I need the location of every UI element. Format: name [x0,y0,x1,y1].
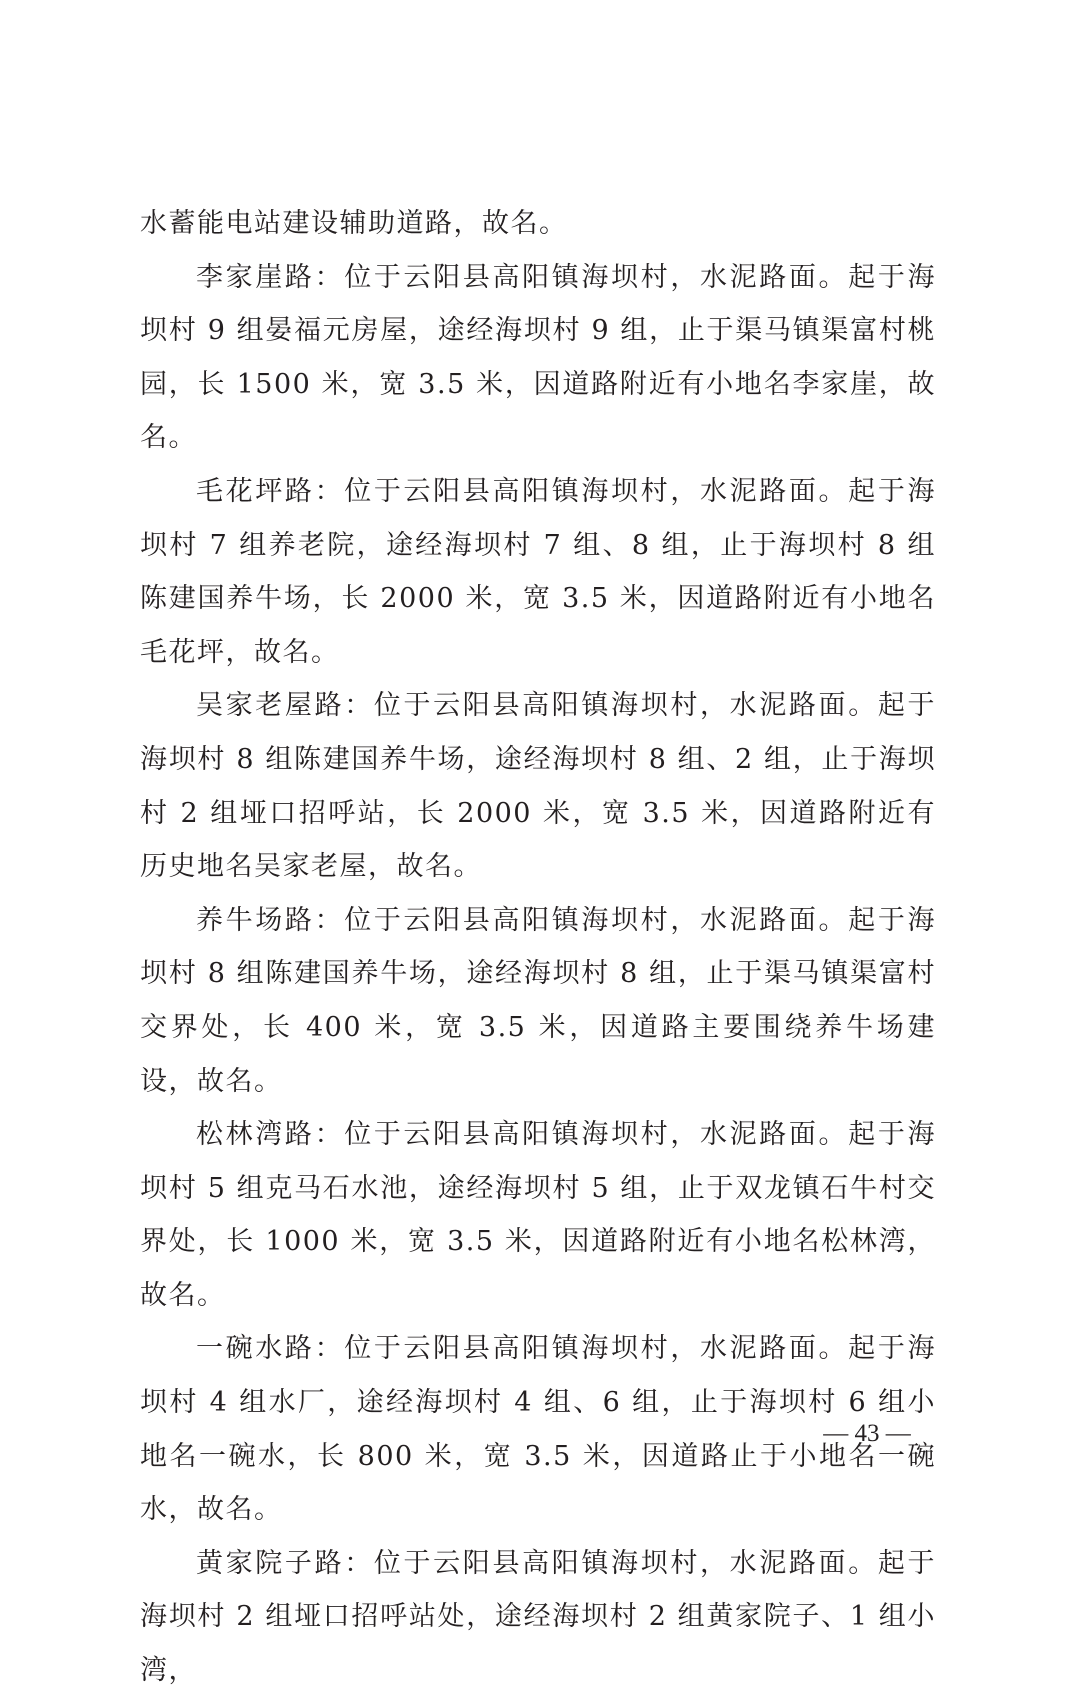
page-number: — 43 — [823,1420,911,1447]
body-text [140,197,936,1698]
paragraph-maohuaping-road: 毛花坪路：位于云阳县高阳镇海坝村，水泥路面。起于海坝村 7 组养老院，途经海坝村 7 组、8 组，止于海坝村 8 组陈建国养牛场，长 2000 米，宽 3.5 米，因道路附近有小地名毛花坪，故名。 [140,475,936,668]
paragraph-lijiaya-road: 李家崖路：位于云阳县高阳镇海坝村，水泥路面。起于海坝村 9 组晏福元房屋，途经海坝村 9 组，止于渠马镇渠富村桃园，长 1500 米，宽 3.5 米，因道路附近有小地名李家崖，故名。 [140,261,936,454]
paragraph-yangniuchang-road: 养牛场路：位于云阳县高阳镇海坝村，水泥路面。起于海坝村 8 组陈建国养牛场，途经海坝村 8 组，止于渠马镇渠富村交界处，长 400 米，宽 3.5 米，因道路主要围绕养牛场建设，故名。 [140,904,936,1097]
paragraph-continuation: 水蓄能电站建设辅助道路，故名。 [140,208,568,239]
paragraph-yiwanshui-road: 一碗水路：位于云阳县高阳镇海坝村，水泥路面。起于海坝村 4 组水厂，途经海坝村 4 组、6 组，止于海坝村 6 组小地名一碗水，长 800 米，宽 3.5 米，因道路止于小地名一碗水，故名。 [140,1333,936,1526]
paragraph-songlinwan-road: 松林湾路：位于云阳县高阳镇海坝村，水泥路面。起于海坝村 5 组克马石水池，途经海坝村 5 组，止于双龙镇石牛村交界处，长 1000 米，宽 3.5 米，因道路附近有小地名松林湾，故名。 [140,1119,936,1311]
paragraph-wujialaowu-road: 吴家老屋路：位于云阳县高阳镇海坝村，水泥路面。起于海坝村 8 组陈建国养牛场，途经海坝村 8 组、2 组，止于海坝村 2 组垭口招呼站，长 2000 米，宽 3.5 米，因道路附近有历史地名吴家老屋，故名。 [140,690,936,883]
paragraph-huangjiayuanzi-road: 黄家院子路：位于云阳县高阳镇海坝村，水泥路面。起于海坝村 2 组垭口招呼站处，途经海坝村 2 组黄家院子、1 组小湾， [140,1547,936,1687]
document-page [140,197,936,1698]
